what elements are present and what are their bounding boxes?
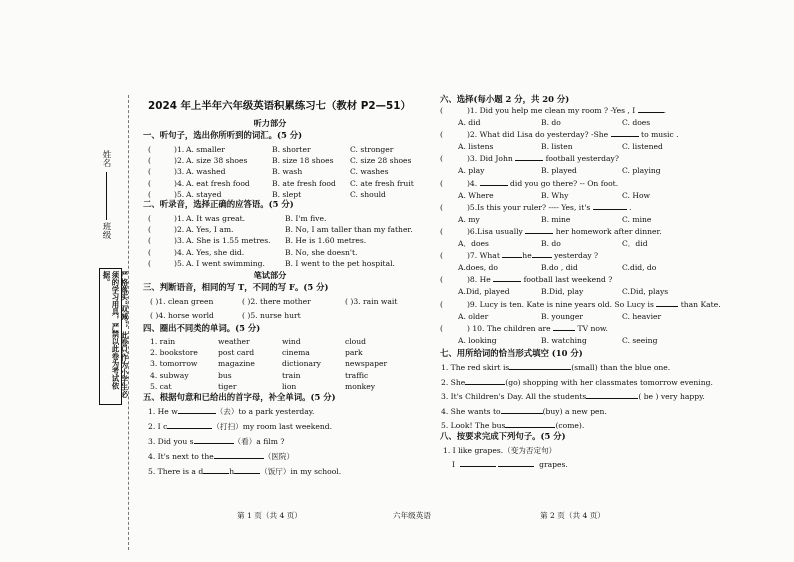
- q1-option-a: A. washed: [186, 167, 226, 177]
- footer-right-page: 第 2 页（共 4 页）: [540, 511, 605, 520]
- q5-heading: 五、根据句意和已给出的首字母，补全单词。(5 分): [143, 392, 336, 402]
- q2-paren: (: [148, 258, 151, 268]
- q4-word: 4. subway: [150, 370, 189, 380]
- q6-option-b: B. mine: [541, 214, 571, 224]
- q1-paren: (: [148, 145, 151, 154]
- q2-option-b: B. No, she doesn't.: [285, 247, 358, 257]
- q4-word: park: [345, 348, 363, 358]
- q1-paren: (: [148, 167, 151, 177]
- q6-heading: 六、选择(每小题 2 分，共 20 分): [440, 94, 570, 104]
- q1-option-b: B. wash: [272, 167, 303, 177]
- q1-option-a: A. size 38 shoes: [186, 156, 248, 166]
- q4-word: dictionary: [282, 359, 321, 369]
- q6-option-b: B. watching: [541, 335, 587, 345]
- q2-number: )4.: [174, 247, 185, 257]
- q6-option-a: A. listens: [458, 142, 494, 152]
- q4-word: weather: [218, 337, 250, 346]
- q2-paren: (: [148, 214, 151, 223]
- q7-item: 5. Look! The bus (come).: [441, 421, 585, 430]
- q2-option-b: B. I'm five.: [285, 214, 327, 223]
- q5-item-4: 4. It's next to the （医院）: [148, 452, 295, 461]
- q6-option-c: C.did, do: [622, 263, 657, 273]
- q4-word: cloud: [345, 337, 367, 346]
- q6-question: ( ) 10. The children are TV now.: [440, 323, 608, 333]
- q1-paren: (: [148, 156, 151, 166]
- q6-option-c: C. does: [622, 118, 651, 127]
- q6-option-b: B. played: [541, 166, 577, 176]
- q2-paren: (: [148, 236, 151, 246]
- class-label: 班级: [101, 222, 111, 239]
- q1-option-b: B. shorter: [272, 145, 311, 154]
- q1-number: )2.: [174, 156, 185, 166]
- q2-paren: (: [148, 247, 151, 257]
- q6-option-c: C．did: [622, 239, 648, 248]
- q6-option-b: B. do: [541, 239, 561, 248]
- q1-option-a: A. stayed: [186, 189, 222, 199]
- q1-option-a: A. eat fresh food: [186, 178, 250, 188]
- q4-word: newspaper: [345, 359, 388, 369]
- q6-question: ( )4. did you go there? -- On foot.: [440, 178, 619, 188]
- q4-word: 5. cat: [150, 381, 172, 391]
- notice-box: [99, 268, 129, 405]
- footer-left-page: 第 1 页（共 4 页）: [237, 511, 302, 520]
- q4-word: lion: [282, 381, 297, 391]
- q7-item: 1. The red skirt is (small) than the blue one.: [441, 363, 671, 372]
- q6-option-c: C. heavier: [622, 311, 662, 321]
- q4-word: 1. rain: [150, 337, 176, 346]
- listening-heading: 听力部分: [253, 118, 287, 128]
- q7-item: 3. It's Children's Day. All the students ( be ) very happy.: [441, 392, 705, 401]
- q5-item-1: 1. He w （去）to a park yesterday.: [148, 407, 315, 416]
- q4-word: magazine: [218, 359, 255, 369]
- q6-option-b: B.do , did: [541, 263, 578, 273]
- q4-word: 2. bookstore: [150, 348, 198, 358]
- q7-item: 4. She wants to (buy) a new pen.: [441, 406, 607, 416]
- q6-option-a: A.does, do: [458, 263, 498, 273]
- q2-option-b: B. I went to the pet hospital.: [285, 258, 395, 268]
- q5-item-5: 5. There is a d h （饭厅）in my school.: [148, 467, 342, 476]
- q6-question: ( )3. Did John football yesterday?: [440, 154, 619, 164]
- q6-question: ( )7. What he yesterday ?: [440, 251, 599, 261]
- q3-item-1: ( )1. clean green: [150, 297, 214, 306]
- q6-question: ( )1. Did you help me clean my room ? -Yes , I .: [440, 106, 667, 115]
- q6-option-a: A．does: [458, 239, 489, 248]
- q6-question: ( )2. What did Lisa do yesterday? -She to music .: [440, 130, 679, 140]
- q1-number: )4.: [174, 178, 185, 188]
- q8-answer-1: I grapes.: [452, 460, 568, 469]
- q1-number: )3.: [174, 167, 185, 177]
- q3-item-3: ( )3. rain wait: [345, 297, 398, 306]
- q4-word: bus: [218, 370, 232, 380]
- q6-question: ( )9. Lucy is ten. Kate is nine years old. So Lucy is than Kate.: [440, 299, 721, 309]
- q2-option-a: A. It was great.: [186, 214, 246, 223]
- q6-option-a: A. my: [458, 214, 480, 224]
- q2-option-b: B. He is 1.60 metres.: [285, 236, 367, 246]
- q2-heading: 二、听录音，选择正确的应答语。(5 分): [143, 199, 294, 209]
- q2-option-a: A. Yes, I am.: [186, 225, 234, 235]
- q6-option-c: C. seeing: [622, 335, 658, 345]
- q2-option-a: A. I went swimming.: [186, 258, 265, 268]
- writing-heading: 笔试部分: [253, 270, 287, 280]
- q2-option-b: B. No, I am taller than my father.: [285, 225, 413, 235]
- q6-option-a: A.Did, played: [458, 287, 510, 297]
- q1-option-c: C. washes: [350, 167, 389, 177]
- q1-option-b: B. size 18 shoes: [272, 156, 334, 166]
- q6-option-a: A. play: [458, 166, 485, 176]
- q6-question: ( )6.Lisa usually her homework after dinner.: [440, 227, 662, 236]
- q6-option-a: A. older: [458, 311, 489, 321]
- q2-number: )1.: [174, 214, 185, 223]
- q1-option-b: B. slept: [272, 189, 302, 199]
- name-label: 姓名: [101, 150, 111, 167]
- q8-item-1: 1. I like grapes.（变为否定句）: [443, 446, 557, 455]
- q4-word: train: [282, 370, 301, 380]
- q6-option-b: B.Did, play: [541, 287, 584, 297]
- q6-option-c: C.Did, plays: [622, 287, 669, 297]
- q4-word: tiger: [218, 381, 237, 391]
- q6-option-a: A. looking: [458, 335, 497, 345]
- q2-option-a: A. She is 1.55 metres.: [186, 236, 271, 246]
- q8-heading: 八、按要求完成下列句子。(5 分): [440, 431, 566, 441]
- q1-number: )1.: [174, 145, 185, 154]
- q1-paren: (: [148, 189, 151, 199]
- q6-option-c: C. mine: [622, 214, 652, 224]
- q6-option-b: B. Why: [541, 190, 569, 200]
- q5-item-2: 2. I c （打扫）my room last weekend.: [148, 422, 333, 431]
- q2-paren: (: [148, 225, 151, 235]
- binding-line: [128, 95, 129, 550]
- q6-question: ( )5.Is this your ruler? ---- Yes, it's .: [440, 202, 632, 212]
- q6-question: ( )8. He football last weekend ?: [440, 275, 613, 285]
- q7-heading: 七、用所给词的恰当形式填空 (10 分): [440, 348, 583, 358]
- q6-option-b: B. younger: [541, 311, 584, 321]
- q2-option-a: A. Yes, she did.: [186, 247, 245, 257]
- q6-option-c: C. How: [622, 190, 651, 200]
- q1-option-b: B. ate fresh food: [272, 178, 336, 188]
- q1-paren: (: [148, 178, 151, 188]
- q1-option-c: C. stronger: [350, 145, 394, 154]
- q1-option-c: C. size 28 shoes: [350, 156, 412, 166]
- q1-number: )5.: [174, 189, 185, 199]
- class-blank: [106, 186, 107, 220]
- q2-number: )3.: [174, 236, 185, 246]
- q6-option-b: B. do: [541, 118, 561, 127]
- q4-word: wind: [282, 337, 301, 346]
- q1-option-a: A. smaller: [186, 145, 225, 154]
- notice-text: 严格落实“双减”，此卷只作为小学生必须的学习用具，严禁以此卷为考试依据。: [102, 271, 129, 398]
- q1-option-c: C. should: [350, 189, 386, 199]
- q7-item: 2. She (go) shopping with her classmates tomorrow evening.: [441, 377, 713, 387]
- q2-number: )5.: [174, 258, 185, 268]
- page-title: 2024 年上半年六年级英语积累练习七（教材 P2—51）: [148, 100, 411, 112]
- q3-item-2: ( )2. there mother: [242, 297, 311, 306]
- q3-item-4: ( )4. horse world: [150, 311, 214, 320]
- q2-number: )2.: [174, 225, 185, 235]
- q4-word: post card: [218, 348, 255, 358]
- q6-option-a: A. did: [458, 118, 481, 127]
- q4-word: traffic: [345, 370, 369, 380]
- footer-subject: 六年级英语: [393, 511, 431, 520]
- q4-heading: 四、圈出不同类的单词。(5 分): [143, 323, 261, 333]
- q4-word: monkey: [345, 381, 376, 391]
- q6-option-b: B. listen: [541, 142, 573, 152]
- q1-heading: 一、听句子，选出你所听到的词汇。(5 分): [143, 130, 303, 140]
- q4-word: 3. tomorrow: [150, 359, 198, 369]
- q5-item-3: 3. Did you s （看）a film ?: [148, 437, 285, 446]
- q6-option-c: C. listened: [622, 142, 663, 152]
- q4-word: cinema: [282, 348, 310, 358]
- q6-option-c: C. playing: [622, 166, 661, 176]
- q3-item-5: ( )5. nurse hurt: [242, 311, 301, 320]
- q6-option-a: A. Where: [458, 190, 494, 200]
- q1-option-c: C. ate fresh fruit: [350, 178, 414, 188]
- q3-heading: 三、判断语音，相同的写 T，不同的写 F。(5 分): [143, 282, 329, 292]
